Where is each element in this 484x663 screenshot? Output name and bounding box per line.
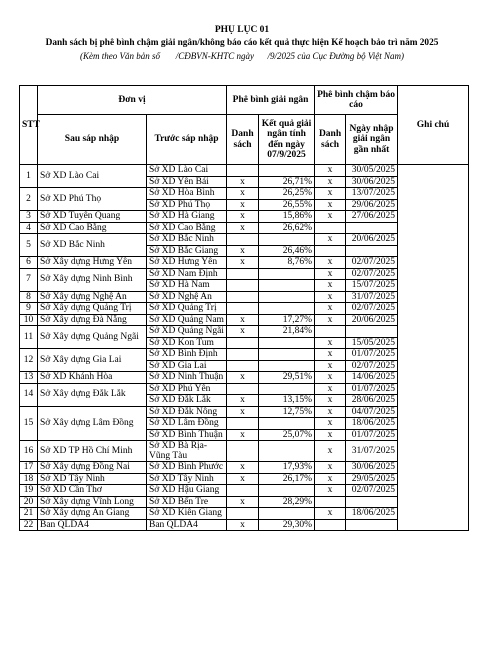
ket-qua-cell [259, 349, 315, 361]
ket-qua-cell [259, 303, 315, 315]
ngay-nhap-cell [346, 222, 398, 234]
ket-qua-cell: 29,51% [259, 372, 315, 384]
truoc-sap-nhap-cell: Sở XD Bình Định [147, 349, 227, 361]
ngay-nhap-cell: 02/07/2025 [346, 303, 398, 315]
pb-giai-ngan-mark [227, 337, 259, 349]
ket-qua-cell: 26,25% [259, 188, 315, 200]
pb-bao-cao-mark: x [315, 429, 346, 441]
stt-cell: 14 [20, 383, 38, 406]
pb-giai-ngan-mark [227, 349, 259, 361]
ket-qua-cell: 26,55% [259, 199, 315, 211]
table-body [20, 165, 469, 531]
ket-qua-cell: 26,46% [259, 245, 315, 257]
stt-cell: 7 [20, 268, 38, 291]
stt-cell: 2 [20, 188, 38, 211]
criticism-table [19, 85, 469, 531]
pb-giai-ngan-mark: x [227, 496, 259, 508]
pb-giai-ngan-mark: x [227, 326, 259, 338]
pb-giai-ngan-mark: x [227, 188, 259, 200]
truoc-sap-nhap-cell: Sở XD Phú Yên [147, 383, 227, 395]
truoc-sap-nhap-cell: Sở XD Yên Bái [147, 176, 227, 188]
col-danh-sach-bc: Danh sách [315, 115, 346, 165]
document-reference-note: (Kèm theo Văn bản số /CĐBVN-KHTC ngày /9/2025 của Cục Đường bộ Việt Nam) [79, 51, 405, 61]
pb-giai-ngan-mark: x [227, 406, 259, 418]
ngay-nhap-cell: 31/07/2025 [346, 441, 398, 462]
ket-qua-cell [259, 165, 315, 177]
truoc-sap-nhap-cell: Sở XD Phú Thọ [147, 199, 227, 211]
sau-sap-nhap-cell: Sở XD Phú Thọ [38, 188, 147, 211]
stt-cell: 5 [20, 234, 38, 257]
ngay-nhap-cell: 28/06/2025 [346, 395, 398, 407]
ngay-nhap-cell: 30/05/2025 [346, 165, 398, 177]
ngay-nhap-cell: 20/06/2025 [346, 314, 398, 326]
ngay-nhap-cell: 02/07/2025 [346, 360, 398, 372]
truoc-sap-nhap-cell: Sở XD Tây Ninh [147, 473, 227, 485]
pb-giai-ngan-mark: x [227, 314, 259, 326]
col-ngay-nhap: Ngày nhập giải ngân gần nhất [346, 115, 398, 165]
stt-cell: 1 [20, 165, 38, 188]
sau-sap-nhap-cell: Sở Xây dựng Gia Lai [38, 349, 147, 372]
stt-cell: 9 [20, 303, 38, 315]
truoc-sap-nhap-cell: Sở XD Hà Giang [147, 211, 227, 223]
sau-sap-nhap-cell: Sở XD Khánh Hòa [38, 372, 147, 384]
pb-bao-cao-mark: x [315, 508, 346, 520]
sau-sap-nhap-cell: Sở Xây dựng Đà Nẵng [38, 314, 147, 326]
col-ket-qua: Kết quả giải ngân tính đến ngày 07/9/2025 [259, 115, 315, 165]
pb-bao-cao-mark [315, 245, 346, 257]
ngay-nhap-cell: 02/07/2025 [346, 268, 398, 280]
stt-cell: 15 [20, 406, 38, 441]
ket-qua-cell [259, 268, 315, 280]
pb-giai-ngan-mark [227, 268, 259, 280]
truoc-sap-nhap-cell: Sở XD Nam Định [147, 268, 227, 280]
truoc-sap-nhap-cell: Sở XD Bắc Giang [147, 245, 227, 257]
ngay-nhap-cell: 13/07/2025 [346, 188, 398, 200]
pb-bao-cao-mark: x [315, 349, 346, 361]
truoc-sap-nhap-cell: Sở XD Cao Bằng [147, 222, 227, 234]
pb-giai-ngan-mark: x [227, 199, 259, 211]
sau-sap-nhap-cell: Sở Xây dựng Lâm Đồng [38, 406, 147, 441]
pb-giai-ngan-mark [227, 441, 259, 462]
ngay-nhap-cell: 01/07/2025 [346, 383, 398, 395]
ngay-nhap-cell: 18/06/2025 [346, 508, 398, 520]
col-truoc-sap-nhap: Trước sáp nhập [147, 115, 227, 165]
pb-bao-cao-mark: x [315, 211, 346, 223]
stt-cell: 22 [20, 519, 38, 531]
stt-cell: 16 [20, 441, 38, 462]
pb-bao-cao-mark: x [315, 199, 346, 211]
truoc-sap-nhap-cell: Sở XD Quảng Trị [147, 303, 227, 315]
ngay-nhap-cell: 15/07/2025 [346, 280, 398, 292]
truoc-sap-nhap-cell: Sở XD Bến Tre [147, 496, 227, 508]
ket-qua-cell: 26,71% [259, 176, 315, 188]
pb-bao-cao-mark: x [315, 176, 346, 188]
truoc-sap-nhap-cell: Sở XD Bà Rịa-Vũng Tàu [147, 441, 227, 462]
sau-sap-nhap-cell: Sở XD Tây Ninh [38, 473, 147, 485]
ngay-nhap-cell: 15/05/2025 [346, 337, 398, 349]
ngay-nhap-cell: 20/06/2025 [346, 234, 398, 246]
pb-giai-ngan-mark: x [227, 257, 259, 269]
truoc-sap-nhap-cell: Sở XD Kon Tum [147, 337, 227, 349]
ngay-nhap-cell: 27/06/2025 [346, 211, 398, 223]
pb-bao-cao-mark: x [315, 462, 346, 474]
ket-qua-cell [259, 280, 315, 292]
pb-giai-ngan-mark [227, 383, 259, 395]
ket-qua-cell: 15,86% [259, 211, 315, 223]
pb-bao-cao-mark [315, 519, 346, 531]
pb-bao-cao-mark: x [315, 360, 346, 372]
sau-sap-nhap-cell: Ban QLDA4 [38, 519, 147, 531]
document-subtitle: Danh sách bị phê bình chậm giải ngân/không báo cáo kết quả thực hiện Kế hoạch bảo trì năm 2025 [45, 38, 439, 48]
pb-bao-cao-mark: x [315, 234, 346, 246]
col-danh-sach-gn: Danh sách [227, 115, 259, 165]
ket-qua-cell [259, 418, 315, 430]
ngay-nhap-cell: 02/07/2025 [346, 485, 398, 497]
pb-giai-ngan-mark: x [227, 176, 259, 188]
pb-bao-cao-mark: x [315, 303, 346, 315]
pb-giai-ngan-mark: x [227, 473, 259, 485]
sau-sap-nhap-cell: Sở XD Cao Bằng [38, 222, 147, 234]
ngay-nhap-cell: 04/07/2025 [346, 406, 398, 418]
sau-sap-nhap-cell: Sở Xây dựng Hưng Yên [38, 257, 147, 269]
pb-bao-cao-mark: x [315, 268, 346, 280]
ngay-nhap-cell [346, 245, 398, 257]
ngay-nhap-cell: 30/06/2025 [346, 176, 398, 188]
pb-bao-cao-mark [315, 496, 346, 508]
truoc-sap-nhap-cell: Sở XD Đắk Nông [147, 406, 227, 418]
ket-qua-cell [259, 234, 315, 246]
stt-cell: 4 [20, 222, 38, 234]
pb-giai-ngan-mark: x [227, 372, 259, 384]
pb-bao-cao-mark: x [315, 280, 346, 292]
col-pb-giai-ngan: Phê bình giải ngân [227, 86, 315, 115]
truoc-sap-nhap-cell: Sở XD Bắc Ninh [147, 234, 227, 246]
sau-sap-nhap-cell: Sở Xây dựng Quảng Ngãi [38, 326, 147, 349]
ket-qua-cell [259, 291, 315, 303]
pb-giai-ngan-mark: x [227, 245, 259, 257]
pb-bao-cao-mark: x [315, 337, 346, 349]
appendix-title: PHỤ LỤC 01 [214, 25, 270, 35]
document-header [0, 0, 484, 63]
ket-qua-cell: 29,30% [259, 519, 315, 531]
stt-cell: 8 [20, 291, 38, 303]
truoc-sap-nhap-cell: Sở XD Nghệ An [147, 291, 227, 303]
pb-bao-cao-mark: x [315, 485, 346, 497]
pb-giai-ngan-mark [227, 291, 259, 303]
ket-qua-cell: 25,07% [259, 429, 315, 441]
pb-bao-cao-mark [315, 326, 346, 338]
ket-qua-cell [259, 485, 315, 497]
stt-cell: 21 [20, 508, 38, 520]
truoc-sap-nhap-cell: Sở XD Bình Thuận [147, 429, 227, 441]
ket-qua-cell [259, 441, 315, 462]
pb-bao-cao-mark: x [315, 406, 346, 418]
stt-cell: 3 [20, 211, 38, 223]
truoc-sap-nhap-cell: Sở XD Hà Nam [147, 280, 227, 292]
truoc-sap-nhap-cell: Sở XD Gia Lai [147, 360, 227, 372]
col-ghi-chu: Ghi chú [398, 86, 469, 165]
ket-qua-cell [259, 360, 315, 372]
col-stt: STT [20, 86, 38, 165]
ket-qua-cell [259, 508, 315, 520]
ngay-nhap-cell: 01/07/2025 [346, 349, 398, 361]
pb-giai-ngan-mark [227, 234, 259, 246]
pb-giai-ngan-mark: x [227, 395, 259, 407]
pb-bao-cao-mark: x [315, 383, 346, 395]
stt-cell: 18 [20, 473, 38, 485]
stt-cell: 6 [20, 257, 38, 269]
stt-cell: 20 [20, 496, 38, 508]
ngay-nhap-cell: 01/07/2025 [346, 429, 398, 441]
truoc-sap-nhap-cell: Sở XD Ninh Thuận [147, 372, 227, 384]
sau-sap-nhap-cell: Sở Xây dựng Ninh Bình [38, 268, 147, 291]
ngay-nhap-cell [346, 326, 398, 338]
pb-bao-cao-mark [315, 222, 346, 234]
sau-sap-nhap-cell: Sở Xây dựng Đắk Lắk [38, 383, 147, 406]
pb-giai-ngan-mark: x [227, 222, 259, 234]
pb-giai-ngan-mark [227, 165, 259, 177]
pb-bao-cao-mark: x [315, 372, 346, 384]
col-don-vi: Đơn vị [38, 86, 227, 115]
ket-qua-cell: 21,84% [259, 326, 315, 338]
stt-cell: 11 [20, 326, 38, 349]
pb-giai-ngan-mark [227, 485, 259, 497]
truoc-sap-nhap-cell: Sở XD Lào Cai [147, 165, 227, 177]
ngay-nhap-cell: 31/07/2025 [346, 291, 398, 303]
pb-giai-ngan-mark [227, 360, 259, 372]
truoc-sap-nhap-cell: Ban QLDA4 [147, 519, 227, 531]
sau-sap-nhap-cell: Sở Xây dựng Nghệ An [38, 291, 147, 303]
truoc-sap-nhap-cell: Sở XD Quảng Ngãi [147, 326, 227, 338]
pb-giai-ngan-mark [227, 303, 259, 315]
col-sau-sap-nhap: Sau sáp nhập [38, 115, 147, 165]
truoc-sap-nhap-cell: Sở XD Lâm Đồng [147, 418, 227, 430]
ngay-nhap-cell: 29/06/2025 [346, 199, 398, 211]
pb-bao-cao-mark: x [315, 395, 346, 407]
ket-qua-cell: 17,93% [259, 462, 315, 474]
pb-giai-ngan-mark: x [227, 211, 259, 223]
truoc-sap-nhap-cell: Sở XD Hòa Bình [147, 188, 227, 200]
ngay-nhap-cell: 02/07/2025 [346, 257, 398, 269]
stt-cell: 17 [20, 462, 38, 474]
sau-sap-nhap-cell: Sở XD Cần Thơ [38, 485, 147, 497]
sau-sap-nhap-cell: Sở XD Lào Cai [38, 165, 147, 188]
stt-cell: 19 [20, 485, 38, 497]
truoc-sap-nhap-cell: Sở XD Quảng Nam [147, 314, 227, 326]
truoc-sap-nhap-cell: Sở XD Hậu Giang [147, 485, 227, 497]
ngay-nhap-cell: 29/05/2025 [346, 473, 398, 485]
ngay-nhap-cell: 30/06/2025 [346, 462, 398, 474]
sau-sap-nhap-cell: Sở Xây dựng An Giang [38, 508, 147, 520]
pb-bao-cao-mark: x [315, 257, 346, 269]
pb-bao-cao-mark: x [315, 441, 346, 462]
ket-qua-cell: 28,29% [259, 496, 315, 508]
ket-qua-cell: 8,76% [259, 257, 315, 269]
sau-sap-nhap-cell: Sở XD Tuyên Quang [38, 211, 147, 223]
stt-cell: 10 [20, 314, 38, 326]
ket-qua-cell: 26,17% [259, 473, 315, 485]
pb-giai-ngan-mark [227, 418, 259, 430]
pb-bao-cao-mark: x [315, 418, 346, 430]
pb-bao-cao-mark: x [315, 314, 346, 326]
truoc-sap-nhap-cell: Sở XD Đắk Lắk [147, 395, 227, 407]
table-row [20, 165, 469, 177]
stt-cell: 13 [20, 372, 38, 384]
pb-giai-ngan-mark [227, 508, 259, 520]
truoc-sap-nhap-cell: Sở XD Hưng Yên [147, 257, 227, 269]
ket-qua-cell: 26,62% [259, 222, 315, 234]
pb-bao-cao-mark: x [315, 291, 346, 303]
pb-giai-ngan-mark: x [227, 462, 259, 474]
truoc-sap-nhap-cell: Sở XD Bình Phước [147, 462, 227, 474]
pb-bao-cao-mark: x [315, 188, 346, 200]
ket-qua-cell: 13,15% [259, 395, 315, 407]
ket-qua-cell [259, 337, 315, 349]
ket-qua-cell: 12,75% [259, 406, 315, 418]
sau-sap-nhap-cell: Sở XD TP Hồ Chí Minh [38, 441, 147, 462]
stt-cell: 12 [20, 349, 38, 372]
col-pb-bao-cao: Phê bình chậm báo cáo [315, 86, 398, 115]
ngay-nhap-cell [346, 519, 398, 531]
ngay-nhap-cell [346, 496, 398, 508]
pb-giai-ngan-mark [227, 280, 259, 292]
pb-bao-cao-mark: x [315, 165, 346, 177]
pb-giai-ngan-mark: x [227, 519, 259, 531]
sau-sap-nhap-cell: Sở Xây dựng Vĩnh Long [38, 496, 147, 508]
ghi-chu-cell [398, 165, 469, 531]
pb-bao-cao-mark: x [315, 473, 346, 485]
pb-giai-ngan-mark: x [227, 429, 259, 441]
ngay-nhap-cell: 18/06/2025 [346, 418, 398, 430]
ket-qua-cell: 17,27% [259, 314, 315, 326]
sau-sap-nhap-cell: Sở Xây dựng Quảng Trị [38, 303, 147, 315]
truoc-sap-nhap-cell: Sở XD Kiên Giang [147, 508, 227, 520]
ngay-nhap-cell: 14/06/2025 [346, 372, 398, 384]
sau-sap-nhap-cell: Sở XD Bắc Ninh [38, 234, 147, 257]
sau-sap-nhap-cell: Sở Xây dựng Đồng Nai [38, 462, 147, 474]
ket-qua-cell [259, 383, 315, 395]
